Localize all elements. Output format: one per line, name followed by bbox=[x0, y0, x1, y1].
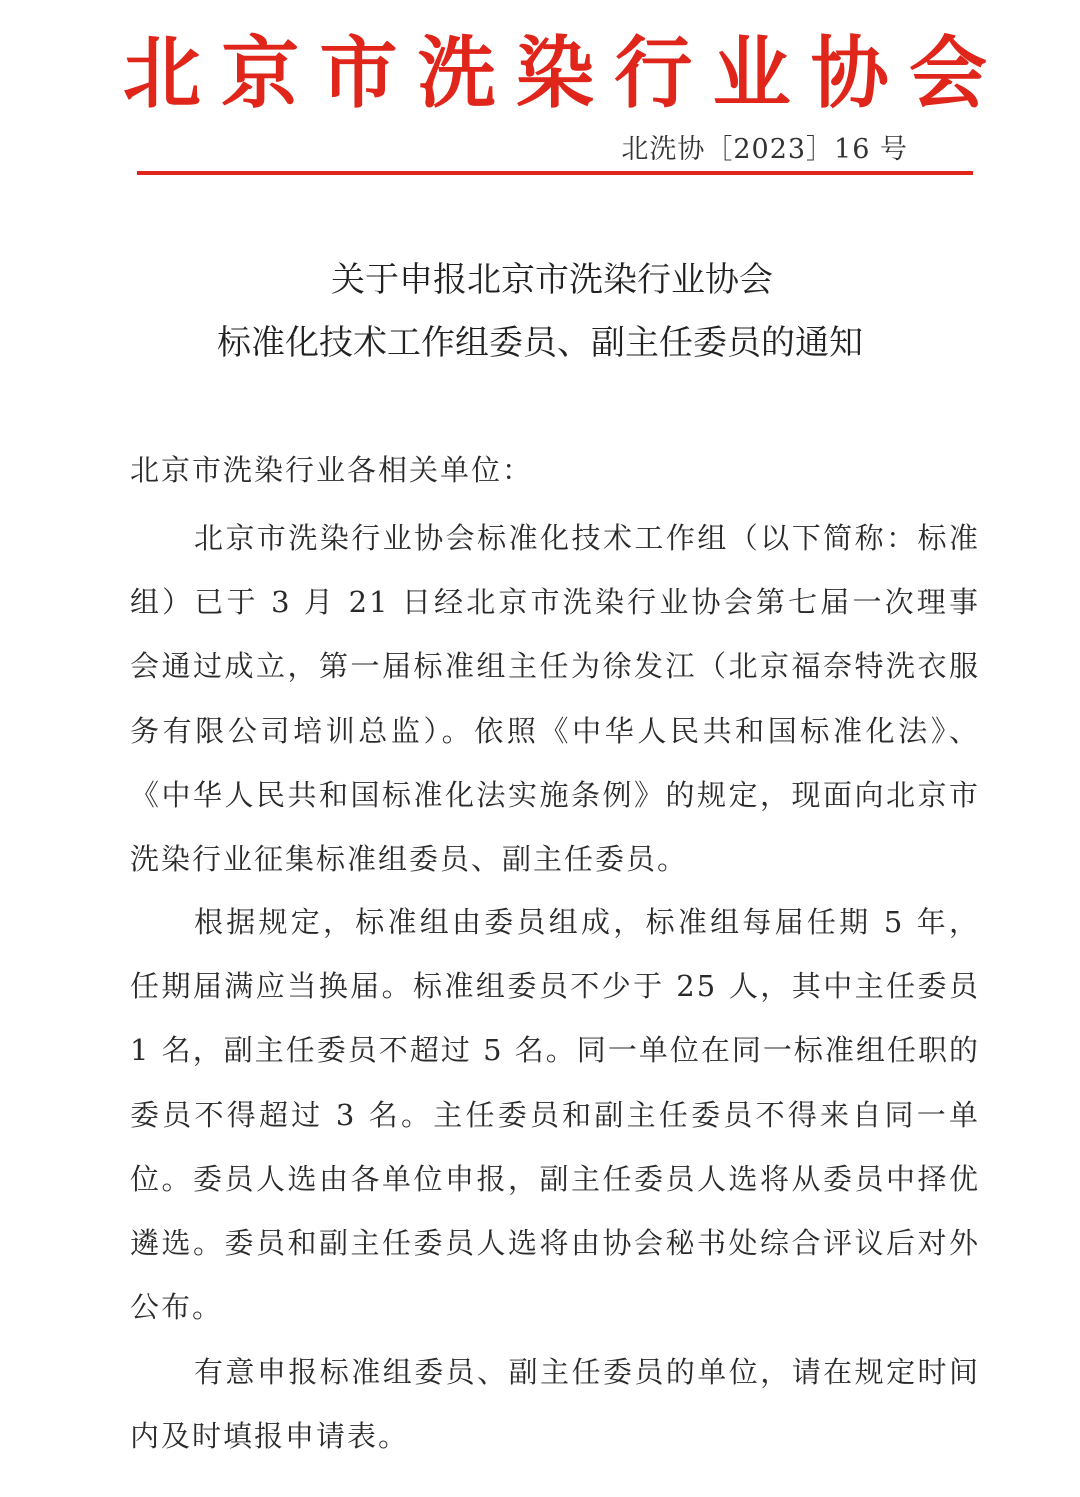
organization-header bbox=[120, 26, 990, 122]
org-name-char: 京 bbox=[221, 29, 300, 119]
notice-title-line-1: 关于申报北京市洗染行业协会 bbox=[331, 260, 773, 300]
red-header-divider bbox=[137, 171, 973, 175]
org-name-char: 染 bbox=[515, 29, 594, 119]
org-name-char: 协 bbox=[810, 29, 889, 119]
notice-title-line-2: 标准化技术工作组委员、副主任委员的通知 bbox=[217, 323, 863, 363]
org-name-char: 业 bbox=[712, 29, 791, 119]
body-paragraph: 根据规定，标准组由委员组成，标准组每届任期 5 年，任期届满应当换届。标准组委员不少于 25 人，其中主任委员 1 名，副主任委员不超过 5 名。同一单位在同一标准组任职的委员不得超过 3 名。主任委员和副主任委员不得来自同一单位。委员人选由各单位申报，副主任委员人选将从委员中择优遴选。委员和副主任委员人选将由协会秘书处综合评议后对外公布。 bbox=[130, 905, 980, 1325]
org-name-char: 北 bbox=[122, 29, 201, 119]
document-number: 北洗协［2023］16 号 bbox=[621, 134, 908, 165]
org-name-char: 会 bbox=[908, 29, 987, 119]
body-paragraph: 有意申报标准组委员、副主任委员的单位，请在规定时间内及时填报申请表。 bbox=[130, 1355, 980, 1454]
salutation: 北京市洗染行业各相关单位： bbox=[130, 453, 534, 487]
org-name-char: 市 bbox=[319, 29, 398, 119]
org-name-char: 洗 bbox=[417, 29, 496, 119]
org-name-char: 行 bbox=[614, 29, 693, 119]
body-paragraph: 北京市洗染行业协会标准化技术工作组（以下简称：标准组）已于 3 月 21 日经北京市洗染行业协会第七届一次理事会通过成立，第一届标准组主任为徐发江（北京福奈特洗衣服务有限公司培训总监）。依照《中华人民共和国标准化法》、《中华人民共和国标准化法实施条例》的规定，现面向北京市洗染行业征集标准组委员、副主任委员。 bbox=[130, 521, 980, 877]
